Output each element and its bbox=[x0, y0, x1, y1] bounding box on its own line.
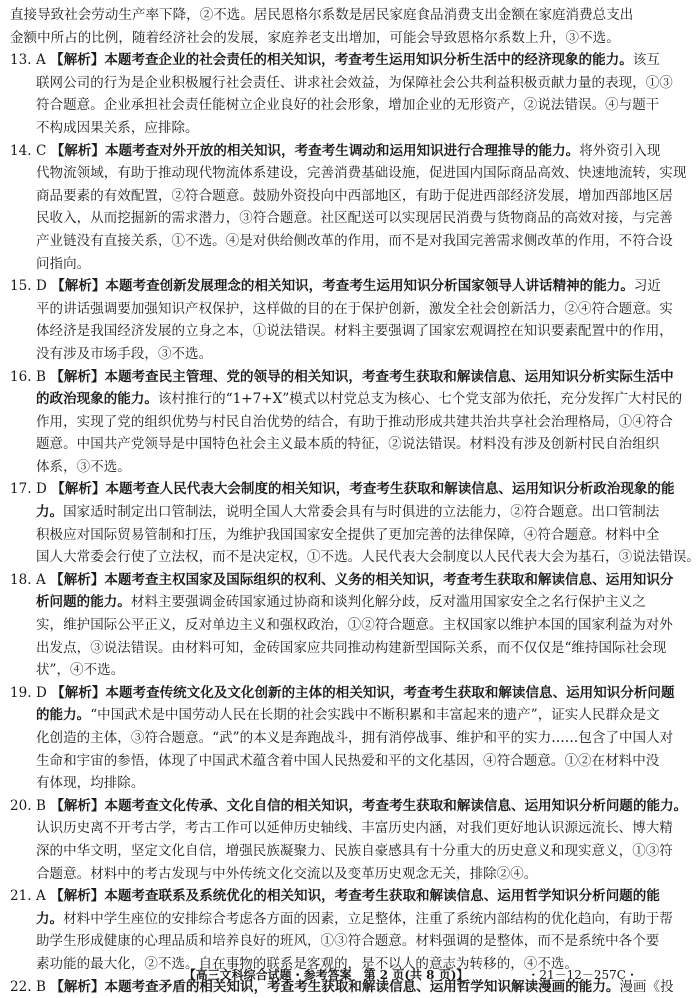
text-line: 没有涉及市场手段，③不选。 bbox=[36, 345, 213, 362]
text-line: 代物流领域，有助于推动现代物流体系建设，完善消费基础设施，促进国内国际商品高效、快速地流转，实现 bbox=[36, 165, 687, 182]
answer-item-first-line bbox=[10, 275, 661, 298]
text-line: 国人大常委会行使了立法权，而不是决定权，①不选。人民代表大会制度以人民代表大会为基石，③说法错误。 bbox=[36, 549, 700, 566]
analysis-text: 材料主要强调金砖国家通过协商和谈判化解分歧，反对滥用国家安全之名行保护主义之 bbox=[130, 594, 646, 611]
text-line: 化创造的主体，③符合题意。“武”的本义是奔跑战斗，拥有消停战事、维护和平的实力……包含了中国人对 bbox=[36, 730, 674, 746]
analysis-tag: 【解析】 bbox=[51, 481, 106, 498]
question-number: 20. bbox=[10, 797, 32, 814]
answer-item bbox=[10, 478, 700, 568]
text-line: 状”，④不选。 bbox=[36, 662, 125, 679]
question-number: 16. bbox=[10, 368, 32, 385]
footer-page-info: 【高三文科综合试题・参考答案 第 2 页(共 8 页)】 bbox=[183, 968, 469, 982]
question-number: 18. bbox=[10, 571, 32, 588]
text-line: 助学生形成健康的心理品质和培养良好的班风，①③符合题意。材料强调的是整体，而不是系统中各个要 bbox=[36, 933, 660, 950]
text-line: 认识历史离不开考古学，考古工作可以延伸历史轴线、丰富历史内涵，对我们更好地认识源远流长、博大精 bbox=[36, 820, 673, 837]
answer-item-second-line bbox=[10, 388, 683, 411]
text-line: 商品要素的有效配置，②符合题意。鼓励外资投向中西部地区，有助于促进西部经济发展，增加西部地区居 bbox=[36, 187, 673, 204]
answer-letter: B bbox=[36, 978, 46, 995]
analysis-text: 材料中学生座位的安排综合考虑各方面的因素，立足整体，注重了系统内部结构的优化趋向，有助于帮 bbox=[63, 910, 673, 927]
text-line: 不构成因果关系，应排除。 bbox=[36, 119, 199, 136]
answer-item-second-line bbox=[10, 591, 646, 614]
analysis-lead: 本题考查传统文化及文化创新的主体的相关知识，考查考生获取和解读信息、运用知识分析问题 bbox=[105, 684, 675, 701]
analysis-lead: 本题考查联系及系统优化的相关知识，考查考生获取和解读信息、运用哲学知识分析问题的能 bbox=[104, 888, 660, 905]
answer-item-second-line bbox=[10, 704, 660, 727]
analysis-text: 习近 bbox=[633, 278, 661, 295]
text-line: 出发点，③说法错误。由材料可知，金砖国家应共同推动构建新型国际关系，而不仅仅是“维持国际社会现 bbox=[36, 639, 667, 656]
answer-item bbox=[10, 569, 674, 682]
text-line: 体经济是我国经济发展的立身之本，①说法错误。材料主要强调了国家宏观调控在知识要素配置中的作用， bbox=[36, 323, 673, 340]
analysis-text: 该互 bbox=[632, 52, 660, 69]
answer-item-first-line bbox=[10, 366, 674, 389]
analysis-lead: 本题考查文化传承、文化自信的相关知识，考查考生获取和解读信息、运用知识分析问题的能力。 bbox=[104, 797, 688, 814]
analysis-tag: 【解析】 bbox=[50, 52, 105, 69]
question-number: 19. bbox=[10, 684, 32, 701]
analysis-lead: 本题考查创新发展理念的相关知识，考查考生运用知识分析国家领导人讲话精神的能力。 bbox=[105, 278, 634, 295]
analysis-lead-cont: 力。 bbox=[36, 504, 64, 521]
analysis-lead-cont: 的能力。 bbox=[36, 707, 91, 724]
answer-item-first-line bbox=[10, 478, 675, 501]
answer-item-first-line bbox=[10, 795, 688, 818]
text-line: 素功能的最大化，②不选。自在事物的联系是客观的，是不以人的意志为转移的，④不选。 bbox=[36, 955, 578, 972]
text-line: 作用，实现了党的组织优势与村民自治优势的结合，有助于推动形成共建共治共享社会治理格局，①④符合 bbox=[36, 413, 673, 430]
text-line: 实，维护国际公平正义，反对单边主义和强权政治，①②符合题意。主权国家以维护本国的国家利益为对外 bbox=[36, 617, 673, 634]
question-number: 21. bbox=[10, 888, 32, 905]
answer-item bbox=[10, 795, 688, 885]
answer-item-first-line bbox=[10, 682, 675, 705]
intro-paragraph bbox=[10, 4, 642, 49]
analysis-text: “中国武术是中国劳动人民在长期的社会实践中不断积累和丰富起来的遗产”，证实人民群众是文 bbox=[90, 707, 660, 724]
analysis-lead: 本题考查人民代表大会制度的相关知识，考查考生获取和解读信息、运用知识分析政治现象的能 bbox=[105, 481, 675, 498]
analysis-lead: 本题考查企业的社会责任的相关知识，考查考生运用知识分析生活中的经济现象的能力。 bbox=[104, 52, 633, 69]
answer-item bbox=[10, 366, 683, 479]
answer-letter: A bbox=[36, 52, 46, 69]
analysis-tag: 【解析】 bbox=[50, 978, 105, 995]
analysis-tag: 【解析】 bbox=[50, 142, 105, 159]
analysis-text: 该村推行的“1+7+X”模式以村党总支为核心、七个党支部为依托，充分发挥广大村民的 bbox=[157, 391, 683, 408]
text-line: 深的中华文明，坚定文化自信，增强民族凝聚力、民族自豪感具有十分重大的历史意义和现实意义，①③符 bbox=[36, 842, 673, 859]
answer-item bbox=[10, 49, 673, 139]
analysis-tag: 【解析】 bbox=[50, 797, 105, 814]
text-line: 联网公司的行为是企业积极履行社会责任、讲求社会效益，为保障社会公共利益积极贡献力量的表现，①③ bbox=[36, 74, 673, 91]
question-number: 17. bbox=[10, 481, 32, 498]
text-line: 民收入，从而挖掘新的需求潜力，③符合题意。社区配送可以实现居民消费与货物商品的高效对接，与完善 bbox=[36, 210, 673, 227]
answer-letter: B bbox=[36, 368, 46, 385]
analysis-tag: 【解析】 bbox=[50, 888, 105, 905]
answer-item-first-line bbox=[10, 49, 660, 72]
text-line: 问指向。 bbox=[36, 255, 91, 272]
text-line: 产业链没有直接关系，①不选。④是对供给侧改革的作用，而不是对我国完善需求侧改革的作用，不符合设 bbox=[36, 232, 673, 249]
text-line: 题意。中国共产党领导是中国特色社会主义最本质的特征，②说法错误。材料没有涉及创新村民自治组织 bbox=[36, 436, 660, 453]
answer-letter: A bbox=[36, 571, 46, 588]
analysis-tag: 【解析】 bbox=[51, 278, 106, 295]
text-line: 金额中所占的比例，随着经济社会的发展，家庭养老支出增加，可能会导致恩格尔系数上升，③不选。 bbox=[10, 29, 620, 46]
text-line: 积极应对国际贸易管制和打压，为维护我国国家安全提供了更加完善的法律保障，④符合题意。材料中全 bbox=[36, 526, 660, 543]
analysis-lead-cont: 的政治现象的能力。 bbox=[36, 391, 158, 408]
answer-letter: A bbox=[36, 888, 46, 905]
text-line: 有体现，均排除。 bbox=[36, 775, 145, 792]
answer-item-second-line bbox=[10, 501, 660, 524]
question-number: 22. bbox=[10, 978, 32, 995]
question-number: 15. bbox=[10, 278, 32, 295]
analysis-lead: 本题考查矛盾的相关知识，考查考生获取和解读信息、运用哲学知识解读漫画的能力。 bbox=[104, 978, 620, 995]
answer-letter: D bbox=[36, 684, 47, 701]
answer-item bbox=[10, 682, 675, 795]
analysis-tag: 【解析】 bbox=[51, 684, 106, 701]
answer-items bbox=[10, 49, 700, 998]
footer-code: ・21－12－257C・ bbox=[527, 968, 638, 982]
analysis-text: 将外资引入现 bbox=[579, 142, 661, 159]
page-content bbox=[10, 4, 700, 998]
answer-item-second-line bbox=[10, 908, 673, 931]
answer-item-first-line bbox=[10, 569, 674, 592]
answer-letter: D bbox=[36, 481, 47, 498]
text-line: 平的讲话强调要加强知识产权保护，这样做的目的在于保护创新，激发全社会创新活力，②④符合题意。实 bbox=[36, 300, 673, 317]
question-number: 13. bbox=[10, 52, 32, 69]
answer-letter: D bbox=[36, 278, 47, 295]
answer-item-first-line bbox=[10, 885, 660, 908]
analysis-lead: 本题考查主权国家及国际组织的权利、义务的相关知识，考查考生获取和解读信息、运用知识分 bbox=[104, 571, 674, 588]
analysis-text: 国家适时制定出口管制法，说明全国人大常委会具有与时俱进的立法能力，②符合题意。出口管制法 bbox=[63, 504, 660, 521]
page-footer bbox=[0, 965, 652, 985]
text-line: 合题意。材料中的考古发现与中外传统文化交流以及变革历史观念无关，排除②④。 bbox=[36, 865, 538, 882]
answer-item bbox=[10, 275, 673, 365]
analysis-lead-cont: 析问题的能力。 bbox=[36, 594, 131, 611]
text-line: 直接导致社会劳动生产率下降，②不选。居民恩格尔系数是居民家庭食品消费支出金额在家庭消费总支出 bbox=[10, 7, 634, 23]
analysis-lead-cont: 力。 bbox=[36, 910, 64, 927]
text-line: 体系，③不选。 bbox=[36, 458, 131, 475]
answer-item bbox=[10, 885, 673, 975]
analysis-tag: 【解析】 bbox=[50, 368, 105, 385]
analysis-text: 漫画《投 bbox=[619, 978, 674, 995]
question-number: 14. bbox=[10, 142, 32, 159]
text-line: 符合题意。企业承担社会责任能树立企业良好的社会形象，增加企业的无形资产，②说法错误。④与题干 bbox=[36, 97, 660, 114]
analysis-lead: 本题考查对外开放的相关知识，考查考生调动和运用知识进行合理推导的能力。 bbox=[104, 142, 580, 159]
answer-letter: B bbox=[36, 797, 46, 814]
text-line: 生命和宇宙的参悟，体现了中国武术蕴含着中国人民热爱和平的文化基因，④符合题意。①②在材料中没 bbox=[36, 752, 660, 769]
analysis-lead: 本题考查民主管理、党的领导的相关知识，考查考生获取和解读信息、运用知识分析实际生活中 bbox=[104, 368, 674, 385]
answer-letter: C bbox=[36, 142, 47, 159]
answer-item-first-line bbox=[10, 140, 661, 163]
answer-item bbox=[10, 140, 687, 276]
analysis-tag: 【解析】 bbox=[50, 571, 105, 588]
